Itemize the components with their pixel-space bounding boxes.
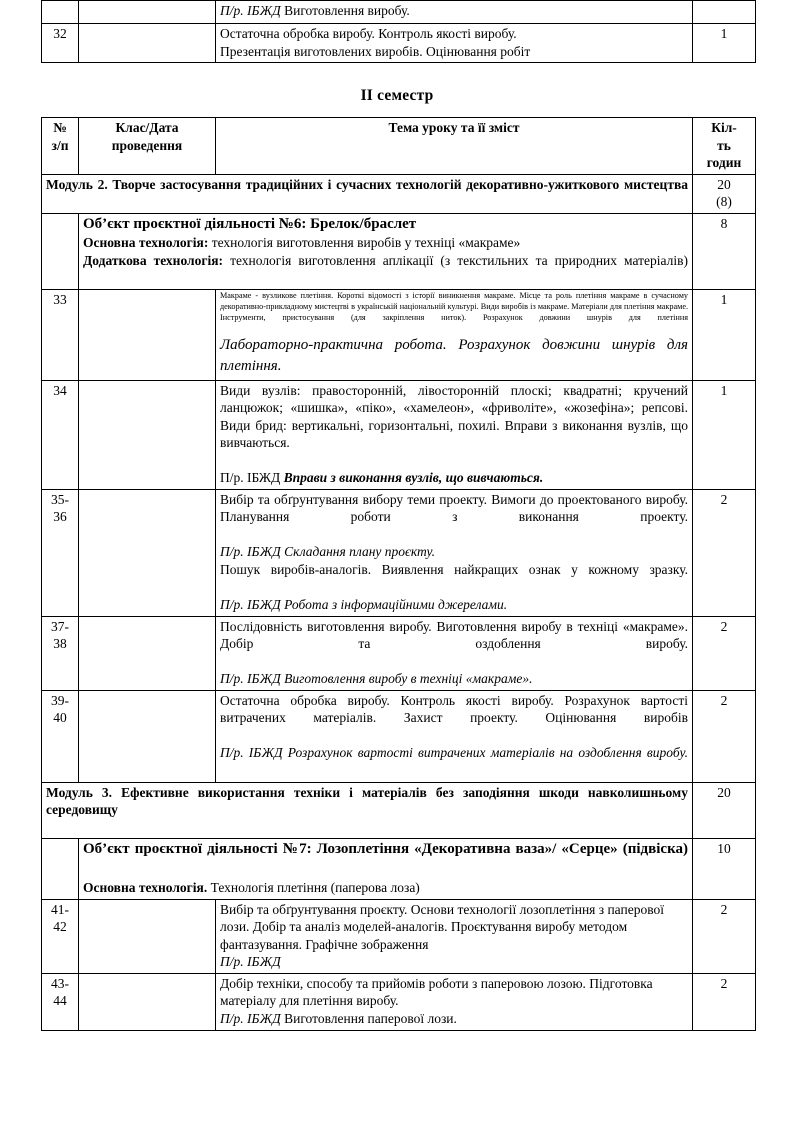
header-theme-label: Тема уроку та її зміст bbox=[388, 120, 520, 136]
continuation-table bbox=[41, 0, 756, 63]
hours-cell: 2 bbox=[693, 489, 756, 616]
practical-work-label: П/р. ІБЖД bbox=[220, 745, 288, 761]
theme-cell bbox=[216, 690, 693, 782]
module-title-cell: Модуль 2. Творче застосування традиційних і сучасних технологій декоративно-ужиткового мистецтва bbox=[42, 174, 693, 213]
hours-cell: 1 bbox=[693, 24, 756, 63]
lesson-number-cell bbox=[42, 839, 79, 900]
module-row bbox=[42, 782, 756, 839]
table-row bbox=[42, 489, 756, 616]
theme-body-text: Остаточна обробка виробу. Контроль якості виробу. Розрахунок вартості витрачених матеріалів. Захист проекту. Оцінювання виробів bbox=[220, 692, 688, 726]
theme-cell bbox=[216, 289, 693, 380]
object-additional-tech-line bbox=[83, 252, 688, 287]
practical-work-label: П/р. ІБЖД bbox=[220, 671, 285, 687]
theme-detail-text: Макраме - вузликове плетіння. Короткі відомості з історії виникнення макраме. Місце та роль плетіння макраме в сучасному декоративно-прикладному мистецтві в українській національній культурі. Види виробів із макраме. Матеріали для плетіння макраме. Інструменти, пристосування (для закріплення ниток). Розрахунок довжини шнурів для плетіння bbox=[220, 290, 688, 322]
lesson-plan-table bbox=[41, 117, 756, 1030]
class-date-cell bbox=[79, 973, 216, 1030]
class-date-cell bbox=[79, 616, 216, 690]
header-theme bbox=[216, 118, 693, 175]
module-title-cell: Модуль 3. Ефективне використання техніки і матеріалів без заподіяння шкоди навколишньому середовищу bbox=[42, 782, 693, 839]
theme-cell bbox=[216, 616, 693, 690]
object-label: Об’єкт проєктної діяльності №7: bbox=[83, 841, 312, 858]
header-class-date bbox=[79, 118, 216, 175]
practical-work-text: Складання плану проєкту. bbox=[284, 544, 435, 560]
main-technology-label: Основна технологія. bbox=[83, 880, 208, 896]
hours-cell: 8 bbox=[693, 213, 756, 289]
class-date-cell bbox=[79, 289, 216, 380]
practical-work-text: Робота з інформаційними джерелами. bbox=[284, 597, 508, 613]
practical-work-line: П/р. ІБЖД bbox=[220, 954, 281, 970]
theme-line: Презентація виготовлених виробів. Оцінювання робіт bbox=[220, 43, 531, 59]
practical-work-label: П/р. ІБЖД bbox=[220, 597, 285, 613]
main-technology-label: Основна технологія: bbox=[83, 235, 209, 251]
theme-cell bbox=[216, 1, 693, 24]
object-row bbox=[42, 213, 756, 289]
object-tech-line bbox=[83, 234, 688, 252]
lesson-number-cell bbox=[42, 973, 79, 1030]
object-title-line bbox=[83, 840, 688, 879]
class-date-cell bbox=[79, 690, 216, 782]
practical-work-line bbox=[220, 469, 688, 487]
hours-cell bbox=[693, 1, 756, 24]
table-header-row bbox=[42, 118, 756, 175]
lesson-number-cell bbox=[42, 1, 79, 24]
hours-cell: 2 bbox=[693, 616, 756, 690]
header-class-line: проведення bbox=[111, 137, 183, 153]
table-row bbox=[42, 616, 756, 690]
header-hours-line: годин bbox=[706, 155, 742, 171]
lesson-number-cell bbox=[42, 899, 79, 973]
class-date-cell bbox=[79, 489, 216, 616]
theme-cell bbox=[216, 380, 693, 489]
class-date-cell bbox=[79, 380, 216, 489]
table-row bbox=[42, 289, 756, 380]
class-date-cell bbox=[79, 899, 216, 973]
object-name: Брелок/браслет bbox=[306, 215, 417, 232]
practical-work-text: Розрахунок вартості витрачених матеріалів на оздоблення виробу. bbox=[287, 745, 688, 761]
header-number-line: № bbox=[53, 120, 67, 136]
hours-cell: 2 bbox=[693, 899, 756, 973]
lesson-number-cell: 32 bbox=[42, 24, 79, 63]
theme-body-text: Вибір та обґрунтування проєкту. Основи технології лозоплетіння з паперової лози. Добір та аналіз моделей-аналогів. Проєктування виробу методом фантазування. Графічне зображення bbox=[220, 901, 664, 952]
table-row bbox=[42, 380, 756, 489]
practical-work-line bbox=[220, 543, 688, 561]
lesson-number-line: 42 bbox=[53, 919, 67, 935]
theme-cell bbox=[216, 489, 693, 616]
theme-body-text: Види вузлів: правосторонній, лівосторонній плоскі; квадратні; кручений ланцюжок; «шишка», «піко», «хамелеон», «фриволіте», «жозефіна»; репсові. Види брид: вертикальні, горизонтальні, похилі. Вправи з виконання вузлів, що вивчаються. bbox=[220, 382, 688, 451]
lesson-number-cell: 34 bbox=[42, 380, 79, 489]
hours-cell: 1 bbox=[693, 380, 756, 489]
hours-cell: 1 bbox=[693, 289, 756, 380]
object-name: Лозоплетіння «Декоративна ваза»/ «Серце» (підвіска) bbox=[311, 841, 688, 858]
lesson-number-cell: 39-40 bbox=[42, 690, 79, 782]
practical-work-label: П/р. ІБЖД bbox=[220, 470, 284, 486]
object-description-cell bbox=[79, 839, 693, 900]
theme-cell bbox=[216, 973, 693, 1030]
hours-value: 20 bbox=[717, 784, 731, 800]
theme-line: Остаточна обробка виробу. Контроль якості виробу. bbox=[220, 26, 517, 41]
object-tech-line bbox=[83, 879, 688, 897]
class-date-cell bbox=[79, 1, 216, 24]
hours-subvalue: (8) bbox=[716, 194, 732, 210]
theme-body-text: Послідовність виготовлення виробу. Виготовлення виробу в техніці «макраме». Добір та оздоблення виробу. bbox=[220, 618, 688, 652]
module-hours-cell bbox=[693, 782, 756, 839]
lesson-number-cell: 37-38 bbox=[42, 616, 79, 690]
practical-work-line bbox=[220, 744, 688, 779]
theme-body-text: Добір техніки, способу та прийомів роботи з паперовою лозою. Підготовка матеріалу для плетіння виробу. bbox=[220, 975, 653, 1009]
additional-technology-text: технологія виготовлення аплікації (з текстильних та природних матеріалів) bbox=[223, 252, 688, 268]
object-title-line bbox=[83, 215, 688, 235]
practical-work-label: П/р. ІБЖД bbox=[220, 1011, 285, 1026]
table-row bbox=[42, 899, 756, 973]
hours-value: 20 bbox=[717, 176, 731, 192]
main-technology-text: технологія виготовлення виробів у техніці «макраме» bbox=[208, 235, 521, 251]
lab-work-text: Лабораторно-практична робота. Розрахунок довжини шнурів для плетіння. bbox=[220, 336, 688, 375]
lesson-number-cell: 33 bbox=[42, 289, 79, 380]
hours-cell: 2 bbox=[693, 690, 756, 782]
lesson-number-cell bbox=[42, 213, 79, 289]
lesson-number-line: 41- bbox=[51, 901, 69, 917]
lesson-number-line: 43- bbox=[51, 975, 69, 991]
header-hours bbox=[693, 118, 756, 175]
additional-technology-label: Додаткова технологія: bbox=[83, 252, 224, 268]
practical-work-line-2 bbox=[220, 596, 688, 614]
theme-body-text-2: Пошук виробів-аналогів. Виявлення найкращих ознак у кожному зразку. bbox=[220, 561, 688, 577]
header-number-line: з/п bbox=[51, 137, 69, 153]
hours-cell: 10 bbox=[693, 839, 756, 900]
lesson-number-line: 44 bbox=[53, 993, 67, 1009]
header-number bbox=[42, 118, 79, 175]
theme-cell bbox=[216, 24, 693, 63]
practical-work-text: Вправи з виконання вузлів, що вивчаються. bbox=[283, 470, 544, 486]
module-hours-cell bbox=[693, 174, 756, 213]
practical-work-line bbox=[220, 670, 688, 688]
theme-text: Виготовлення виробу. bbox=[284, 3, 410, 18]
theme-body-text: Вибір та обґрунтування вибору теми проекту. Вимоги до проектованого виробу. Планування роботи з виконання проекту. bbox=[220, 491, 688, 525]
header-hours-line: ть bbox=[717, 137, 731, 153]
table-row bbox=[42, 690, 756, 782]
practical-work-label: П/р. ІБЖД bbox=[220, 3, 285, 18]
semester-heading: II семестр bbox=[360, 87, 434, 105]
table-row bbox=[42, 24, 756, 63]
header-hours-line: Кіл- bbox=[711, 120, 737, 136]
table-row bbox=[42, 1, 756, 24]
theme-cell bbox=[216, 899, 693, 973]
main-technology-text: Технологія плетіння (паперова лоза) bbox=[207, 880, 420, 896]
practical-work-text: Виготовлення виробу в техніці «макраме». bbox=[284, 671, 533, 687]
class-date-cell bbox=[79, 24, 216, 63]
object-row bbox=[42, 839, 756, 900]
header-class-line: Клас/Дата bbox=[115, 120, 179, 136]
lesson-number-cell: 35-36 bbox=[42, 489, 79, 616]
object-label: Об’єкт проєктної діяльності №6: bbox=[83, 215, 307, 232]
object-description-cell bbox=[79, 213, 693, 289]
table-row bbox=[42, 973, 756, 1030]
hours-cell: 2 bbox=[693, 973, 756, 1030]
module-row bbox=[42, 174, 756, 213]
practical-work-line bbox=[220, 1010, 688, 1028]
practical-work-text: Виготовлення паперової лози. bbox=[284, 1011, 457, 1026]
practical-work-label: П/р. ІБЖД bbox=[220, 544, 285, 560]
